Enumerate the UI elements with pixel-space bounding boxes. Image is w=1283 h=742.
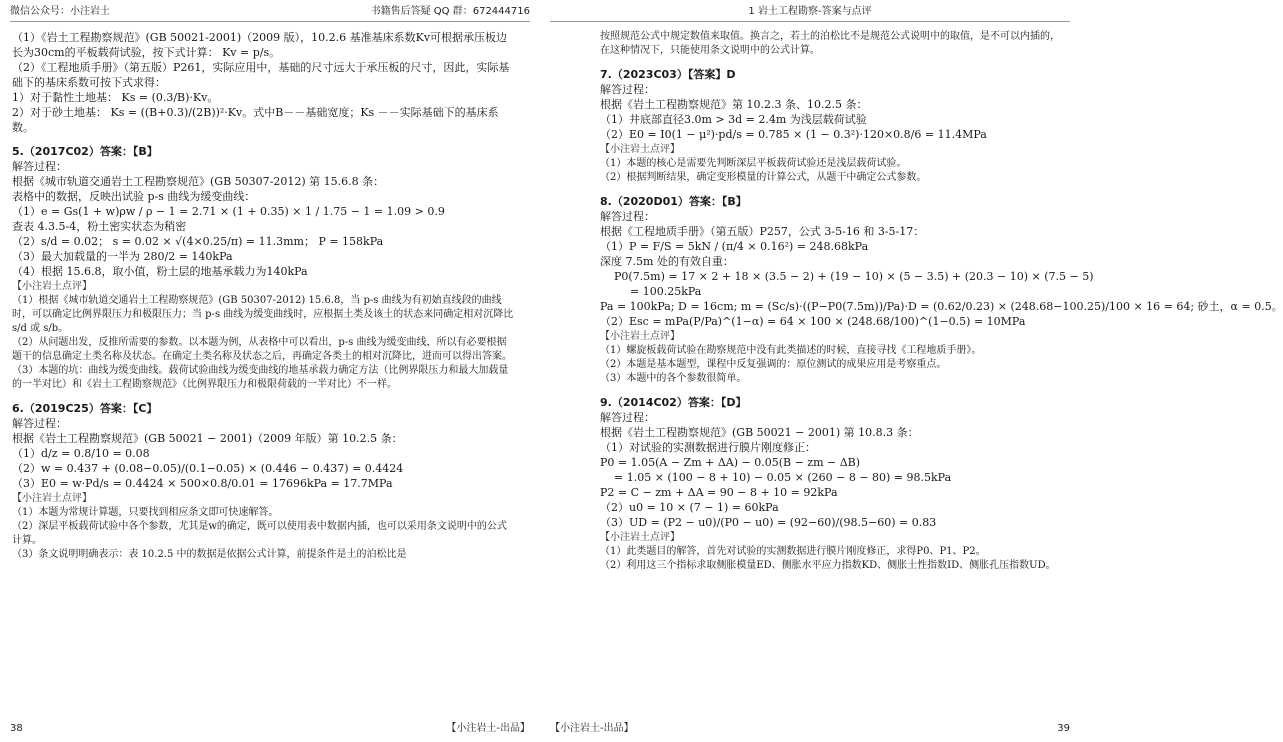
formula-line: Pa = 100kPa; D = 16cm; m = (Sc/s)·((P−P0(7.5m))/Pa)·D = (0.62/0.23) × (248.68−100.25)/100 × 16 = 64; 砂土，α = 0.5。: [600, 300, 1283, 313]
question-heading: 5.（2017C02）答案：【B】: [12, 145, 158, 158]
formula-line: = 100.25kPa: [630, 285, 702, 298]
comment-line: （1）本题为常规计算题，只要找到相应条文即可快速解答。: [12, 507, 279, 518]
text-line: 查表 4.3.5-4，粉土密实状态为稍密: [12, 220, 187, 233]
text-line: 根据《岩土工程勘察规范》第 10.2.3 条、10.2.5 条：: [600, 98, 868, 111]
comment-line: （2）深层平板载荷试验中各个参数，尤其是w的确定，既可以使用表中数据内插，也可以采用条文说明中的公式计算。: [12, 521, 507, 546]
text-line: 解答过程：: [600, 411, 655, 424]
right-page-header: [550, 5, 1070, 22]
formula-line: （1）d/z = 0.8/10 = 0.08: [12, 447, 150, 460]
left-page: [0, 0, 540, 742]
header-qq-group: 书籍售后答疑 QQ 群：672444716: [370, 6, 530, 17]
text-line: （4）根据 15.6.8，取小值，粉土层的地基承载力为140kPa: [12, 265, 308, 278]
text-line: 根据《工程地质手册》（第五版）P257，公式 3-5-16 和 3-5-17：: [600, 225, 925, 238]
left-page-header: [10, 5, 530, 22]
formula-line: = 1.05 × (100 − 8 + 10) − 0.05 × (260 − 8 − 80) = 98.5kPa: [614, 471, 952, 484]
text-line: （1）对试验的实测数据进行膜片刚度修正：: [600, 441, 816, 454]
formula-line: （1）P = F/S = 5kN / (π/4 × 0.16²) = 248.68kPa: [600, 240, 869, 253]
formula-line: （3）UD = (P2 − u0)/(P0 − u0) = (92−60)/(98.5−60) = 0.83: [600, 516, 937, 529]
text-line: 根据《城市轨道交通岩土工程勘察规范》(GB 50307-2012) 第 15.6.8 条：: [12, 175, 385, 188]
footer-brand: 【小注岩土-出品】: [550, 723, 634, 734]
question-heading: 8.（2020D01）答案：【B】: [600, 195, 747, 208]
comment-line: （3）条文说明明确表示：表 10.2.5 中的数据是依据公式计算，前提条件是土的泊松比是: [12, 549, 407, 560]
formula-line: （2）w = 0.437 + (0.08−0.05)/(0.1−0.05) × (0.446 − 0.437) = 0.4424: [12, 462, 404, 475]
comment-label: 【小注岩土点评】: [600, 144, 680, 155]
text-line: 根据《岩土工程勘察规范》(GB 50021 − 2001)（2009 年版）第 10.2.5 条：: [12, 432, 403, 445]
text-line: （2）《工程地质手册》（第五版）P261，实际应用中，基础的尺寸远大于承压板的尺寸，因此，实际基础下的基床系数可按下式求得：: [12, 61, 510, 89]
text-line: 解答过程：: [600, 210, 655, 223]
text-line: 解答过程：: [12, 417, 67, 430]
comment-line: （2）从问题出发，反推所需要的参数。以本题为例，从表格中可以看出，p-s 曲线为缓变曲线，所以有必要根据题干的信息确定土类名称及状态。在确定土类名称及状态之后，再确定各类土的相对沉降比，进而可以得出答案。: [12, 337, 512, 362]
page-number: 39: [1057, 723, 1070, 734]
question-heading: 9.（2014C02）答案：【D】: [600, 396, 747, 409]
comment-line: （2）利用这三个指标求取侧胀模量ED、侧胀水平应力指数KD、侧胀土性指数ID、侧胀孔压指数UD。: [600, 560, 1056, 571]
right-page-body: [600, 30, 1283, 573]
comment-line: （3）本题的坑：曲线为缓变曲线。载荷试验曲线为缓变曲线的地基承载力确定方法（比例界限压力和最大加载量的一半对比）和《岩土工程勘察规范》（比例界限压力和极限荷载的一半对比）不一样。: [12, 365, 509, 390]
formula-line: （2）u0 = 10 × (7 − 1) = 60kPa: [600, 501, 779, 514]
footer-brand: 【小注岩土-出品】: [446, 723, 530, 734]
text-line: 根据《岩土工程勘察规范》(GB 50021 − 2001) 第 10.8.3 条：: [600, 426, 919, 439]
text-line: 解答过程：: [600, 83, 655, 96]
page-number: 38: [10, 723, 23, 734]
comment-line: （1）根据《城市轨道交通岩土工程勘察规范》(GB 50307-2012) 15.6.8，当 p-s 曲线为有初始直线段的曲线时，可以确定比例界限压力和极限压力；当 p-s 曲线为缓变曲线时，应根据土类及该土的状态来同确定相对沉降比 s/d 或 s/b。: [12, 295, 514, 334]
comment-line: 按照规范公式中规定数值来取值。换言之，若土的泊松比不是规范公式说明中的取值，是不可以内插的，在这种情况下，只能使用条文说明中的公式计算。: [600, 31, 1060, 56]
comment-label: 【小注岩土点评】: [12, 281, 92, 292]
formula-line: （3）E0 = w·Pd/s = 0.4424 × 500×0.8/0.01 = 17696kPa = 17.7MPa: [12, 477, 393, 490]
right-page-footer: [550, 722, 1070, 736]
comment-line: （3）本题中的各个参数很简单。: [600, 373, 747, 384]
formula-line: P0(7.5m) = 17 × 2 + 18 × (3.5 − 2) + (19 − 10) × (5 − 3.5) + (20.3 − 10) × (7.5 − 5): [614, 270, 1094, 283]
question-heading: 6.（2019C25）答案：【C】: [12, 402, 158, 415]
comment-line: （1）螺旋板载荷试验在勘察规范中没有此类描述的时候，直接寻找《工程地质手册》。: [600, 345, 982, 356]
text-line: 深度 7.5m 处的有效自重：: [600, 255, 734, 268]
text-line: （1）井底部直径3.0m > 3d = 2.4m 为浅层载荷试验: [600, 113, 867, 126]
comment-line: （1）此类题目的解答，首先对试验的实测数据进行膜片刚度修正，求得P0、P1、P2。: [600, 546, 986, 557]
text-line: （3）最大加载量的一半为 280/2 = 140kPa: [12, 250, 233, 263]
text-line: （1）《岩土工程勘察规范》(GB 50021-2001)（2009 版），10.2.6 基准基床系数Kv可根据承压板边长为30cm的平板载荷试验，按下式计算： Kv = p/s。: [12, 31, 508, 59]
comment-line: （2）本题是基本题型，课程中反复强调的：原位测试的成果应用是考察重点。: [600, 359, 947, 370]
text-line: 2）对于砂土地基： Ks = ((B+0.3)/(2B))²·Kv。式中B－－基础宽度；Ks －－实际基础下的基床系数。: [12, 106, 499, 134]
header-wechat-label: 微信公众号：小注岩土: [10, 6, 110, 17]
formula-line: P0 = 1.05(A − Zm + ΔA) − 0.05(B − zm − ΔB): [600, 456, 861, 469]
formula-line: （1）e = Gs(1 + w)ρw / ρ − 1 = 2.71 × (1 + 0.35) × 1 / 1.75 − 1 = 1.09 > 0.9: [12, 205, 445, 218]
right-page: [540, 0, 1283, 742]
question-heading: 7.（2023C03）【答案】D: [600, 68, 736, 81]
text-line: 解答过程：: [12, 160, 67, 173]
text-line: 表格中的数据，反映出试验 p-s 曲线为缓变曲线：: [12, 190, 256, 203]
comment-line: （2）根据判断结果，确定变形模量的计算公式，从题干中确定公式参数。: [600, 172, 927, 183]
formula-line: P2 = C − zm + ΔA = 90 − 8 + 10 = 92kPa: [600, 486, 838, 499]
comment-label: 【小注岩土点评】: [600, 331, 680, 342]
comment-label: 【小注岩土点评】: [600, 532, 680, 543]
left-page-body: [12, 30, 516, 562]
text-line: 1）对于黏性土地基： Ks = (0.3/B)·Kv。: [12, 91, 219, 104]
comment-line: （1）本题的核心是需要先判断深层平板载荷试验还是浅层载荷试验。: [600, 158, 907, 169]
comment-label: 【小注岩土点评】: [12, 493, 92, 504]
chapter-title: 1 岩土工程勘察-答案与点评: [748, 6, 872, 17]
formula-line: （2）s/d = 0.02； s = 0.02 × √(4×0.25/π) = 11.3mm； P = 158kPa: [12, 235, 384, 248]
formula-line: （2）E0 = I0(1 − μ²)·pd/s = 0.785 × (1 − 0.3²)·120×0.8/6 = 11.4MPa: [600, 128, 987, 141]
formula-line: （2）Esc = mPa(P/Pa)^(1−α) = 64 × 100 × (248.68/100)^(1−0.5) = 10MPa: [600, 315, 1026, 328]
left-page-footer: [10, 722, 530, 736]
